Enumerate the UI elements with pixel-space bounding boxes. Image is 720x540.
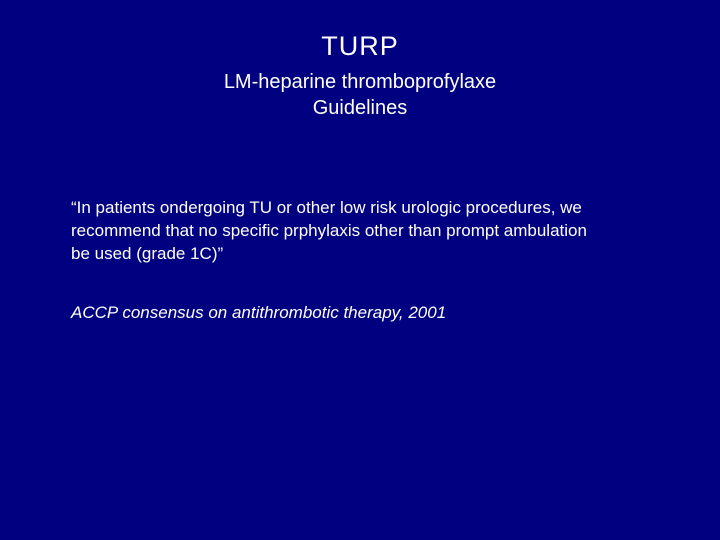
citation: ACCP consensus on antithrombotic therapy, 2001: [71, 303, 447, 322]
quote-line-3: be used (grade 1C)”: [71, 244, 224, 263]
slide-subtitle: [0, 69, 720, 121]
slide-title: TURP: [321, 31, 399, 61]
subtitle-line-1: LM-heparine thromboprofylaxe: [223, 71, 497, 93]
subtitle-line-2: Guidelines: [312, 97, 408, 119]
guideline-quote: [71, 196, 691, 265]
quote-line-2: recommend that no specific prphylaxis other than prompt ambulation: [71, 221, 587, 240]
quote-line-1: “In patients ondergoing TU or other low risk urologic procedures, we: [71, 198, 582, 217]
